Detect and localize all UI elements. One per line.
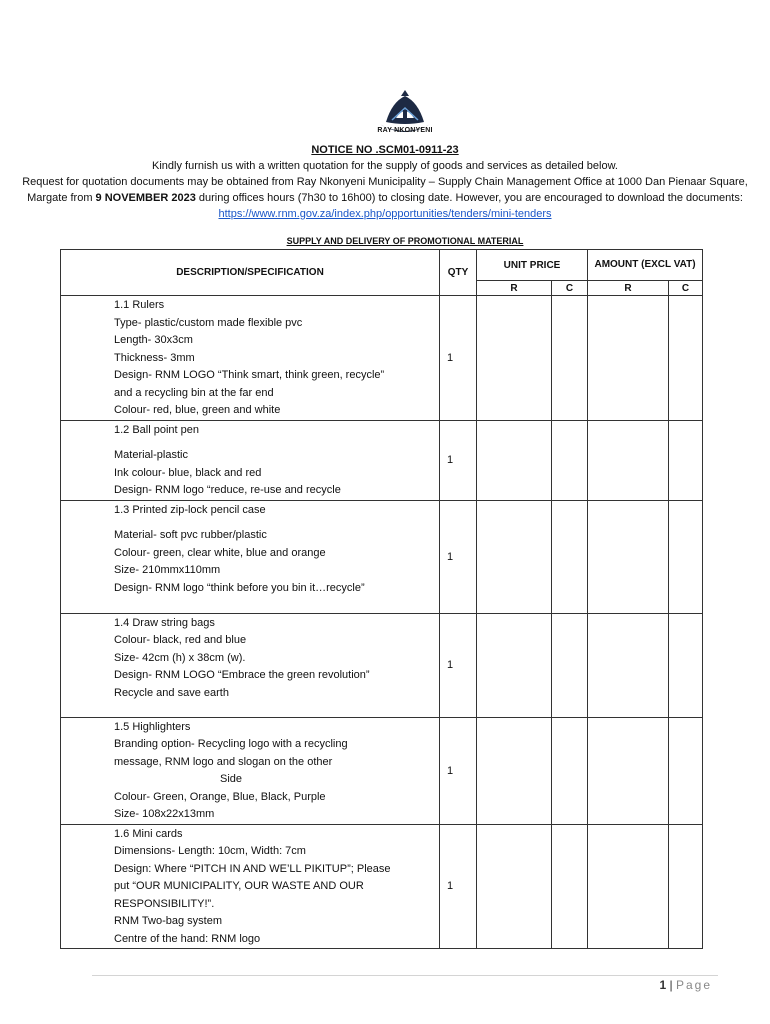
description-line: put “OUR MUNICIPALITY, OUR WASTE AND OUR: [114, 880, 364, 892]
amount-cents-cell[interactable]: [669, 500, 703, 613]
description-line: RESPONSIBILITY!”.: [114, 897, 215, 910]
footer-divider: [92, 975, 718, 976]
description-line: Design- RNM logo “reduce, re-use and recycle: [114, 484, 341, 496]
description-line: and a recycling bin at the far end: [114, 386, 274, 399]
amount-cents-cell[interactable]: [669, 420, 703, 500]
header-unit-rand: R: [477, 281, 552, 296]
header-amount-cents: C: [669, 281, 703, 296]
unit-price-cents-cell[interactable]: [552, 824, 588, 949]
unit-price-rand-cell[interactable]: [477, 717, 552, 824]
logo-caption: RAY NKONYENI: [377, 127, 433, 134]
description-line: 1.3 Printed zip-lock pencil case: [114, 503, 266, 516]
page-number: 1: [659, 978, 667, 992]
description-line: Design- RNM logo “think before you bin it…recycle”: [114, 581, 365, 594]
item-description: [61, 824, 440, 949]
header-unit-price: UNIT PRICE: [477, 250, 588, 281]
page-label: Page: [675, 978, 712, 992]
description-line: 1.1 Rulers: [114, 299, 165, 311]
item-description: [61, 296, 440, 421]
notice-number: NOTICE NO .SCM01-0911-23: [311, 144, 459, 156]
description-line: Colour- black, red and blue: [114, 634, 247, 646]
description-line: Thickness- 3mm: [114, 351, 195, 364]
intro-text-continued: during offices hours (7h30 to 16h00) to closing date. However, you are encouraged to download the documents:: [195, 192, 743, 204]
quotation-table: [60, 249, 703, 949]
description-line: 1.6 Mini cards: [114, 827, 183, 840]
amount-rand-cell[interactable]: [588, 824, 669, 949]
intro-line: Kindly furnish us with a written quotation for the supply of goods and services as detailed below.: [152, 160, 618, 172]
description-line: 1.2 Ball point pen: [114, 423, 200, 436]
table-row: [61, 420, 703, 500]
unit-price-cents-cell[interactable]: [552, 613, 588, 717]
description-line: RNM Two-bag system: [114, 915, 222, 927]
description-line: Length- 30x3cm: [114, 334, 193, 346]
description-line: Size- 108x22x13mm: [114, 808, 215, 820]
item-description: [61, 717, 440, 824]
amount-rand-cell[interactable]: [588, 613, 669, 717]
table-title: SUPPLY AND DELIVERY OF PROMOTIONAL MATERIAL: [286, 236, 524, 246]
item-qty: 1: [440, 420, 477, 500]
documents-link[interactable]: https://www.rnm.gov.za/index.php/opportunities/tenders/mini-tenders: [218, 208, 552, 220]
header-qty: QTY: [440, 250, 477, 296]
description-line: Colour- green, clear white, blue and orange: [114, 546, 326, 559]
description-line: Type- plastic/custom made flexible pvc: [114, 316, 303, 329]
intro-paragraph: [20, 174, 750, 222]
table-row: [61, 613, 703, 717]
description-line: message, RNM logo and slogan on the other: [114, 755, 333, 768]
description-line: Colour- Green, Orange, Blue, Black, Purple: [114, 790, 326, 803]
unit-price-cents-cell[interactable]: [552, 500, 588, 613]
description-line: Branding option- Recycling logo with a recycling: [114, 738, 348, 750]
header-unit-cents: C: [552, 281, 588, 296]
amount-rand-cell[interactable]: [588, 296, 669, 421]
unit-price-cents-cell[interactable]: [552, 717, 588, 824]
table-body: [61, 296, 703, 949]
unit-price-rand-cell[interactable]: [477, 824, 552, 949]
description-line: [114, 439, 439, 447]
description-line: Size- 210mmx110mm: [114, 564, 221, 576]
description-line: [114, 519, 439, 527]
description-line: Design: Where “PITCH IN AND WE’LL PIKITUP”; Please: [114, 862, 391, 875]
item-qty: 1: [440, 296, 477, 421]
page-footer: [659, 978, 712, 992]
table-row: [61, 500, 703, 613]
item-qty: 1: [440, 500, 477, 613]
item-qty: 1: [440, 613, 477, 717]
header-amount: AMOUNT (EXCL VAT): [588, 250, 703, 281]
amount-rand-cell[interactable]: [588, 500, 669, 613]
unit-price-rand-cell[interactable]: [477, 296, 552, 421]
description-line: Material- soft pvc rubber/plastic: [114, 529, 267, 541]
intro-date: 9 NOVEMBER 2023: [95, 192, 196, 204]
description-line: Size- 42cm (h) x 38cm (w).: [114, 651, 246, 664]
description-line: Colour- red, blue, green and white: [114, 404, 281, 416]
description-line: Design- RNM LOGO “Think smart, think green, recycle”: [114, 369, 385, 381]
table-row: [61, 717, 703, 824]
amount-rand-cell[interactable]: [588, 420, 669, 500]
item-description: [61, 420, 440, 500]
amount-cents-cell[interactable]: [669, 613, 703, 717]
table-row: [61, 824, 703, 949]
unit-price-rand-cell[interactable]: [477, 500, 552, 613]
table-row: [61, 296, 703, 421]
amount-cents-cell[interactable]: [669, 717, 703, 824]
description-line: Dimensions- Length: 10cm, Width: 7cm: [114, 845, 306, 857]
description-line: 1.5 Highlighters: [114, 720, 191, 733]
item-description: [61, 500, 440, 613]
amount-rand-cell[interactable]: [588, 717, 669, 824]
description-line: Recycle and save earth: [114, 686, 229, 699]
page-separator: |: [666, 978, 676, 992]
description-line: Ink colour- blue, black and red: [114, 466, 262, 479]
item-qty: 1: [440, 717, 477, 824]
header-description: DESCRIPTION/SPECIFICATION: [61, 250, 440, 296]
description-line: Side: [220, 773, 243, 785]
item-qty: 1: [440, 824, 477, 949]
description-line: Design- RNM LOGO “Embrace the green revolution”: [114, 669, 370, 681]
amount-cents-cell[interactable]: [669, 296, 703, 421]
unit-price-rand-cell[interactable]: [477, 420, 552, 500]
intro-text: Request for quotation documents may be obtained from Ray Nkonyeni Municipality – Supply Chain Management Office at 1000 Dan Pienaar Square, Margate from: [22, 176, 748, 204]
description-line: Centre of the hand: RNM logo: [114, 932, 261, 945]
amount-cents-cell[interactable]: [669, 824, 703, 949]
description-line: 1.4 Draw string bags: [114, 616, 215, 629]
unit-price-cents-cell[interactable]: [552, 296, 588, 421]
unit-price-rand-cell[interactable]: [477, 613, 552, 717]
unit-price-cents-cell[interactable]: [552, 420, 588, 500]
item-description: [61, 613, 440, 717]
description-line: Material-plastic: [114, 449, 188, 461]
header-amount-rand: R: [588, 281, 669, 296]
